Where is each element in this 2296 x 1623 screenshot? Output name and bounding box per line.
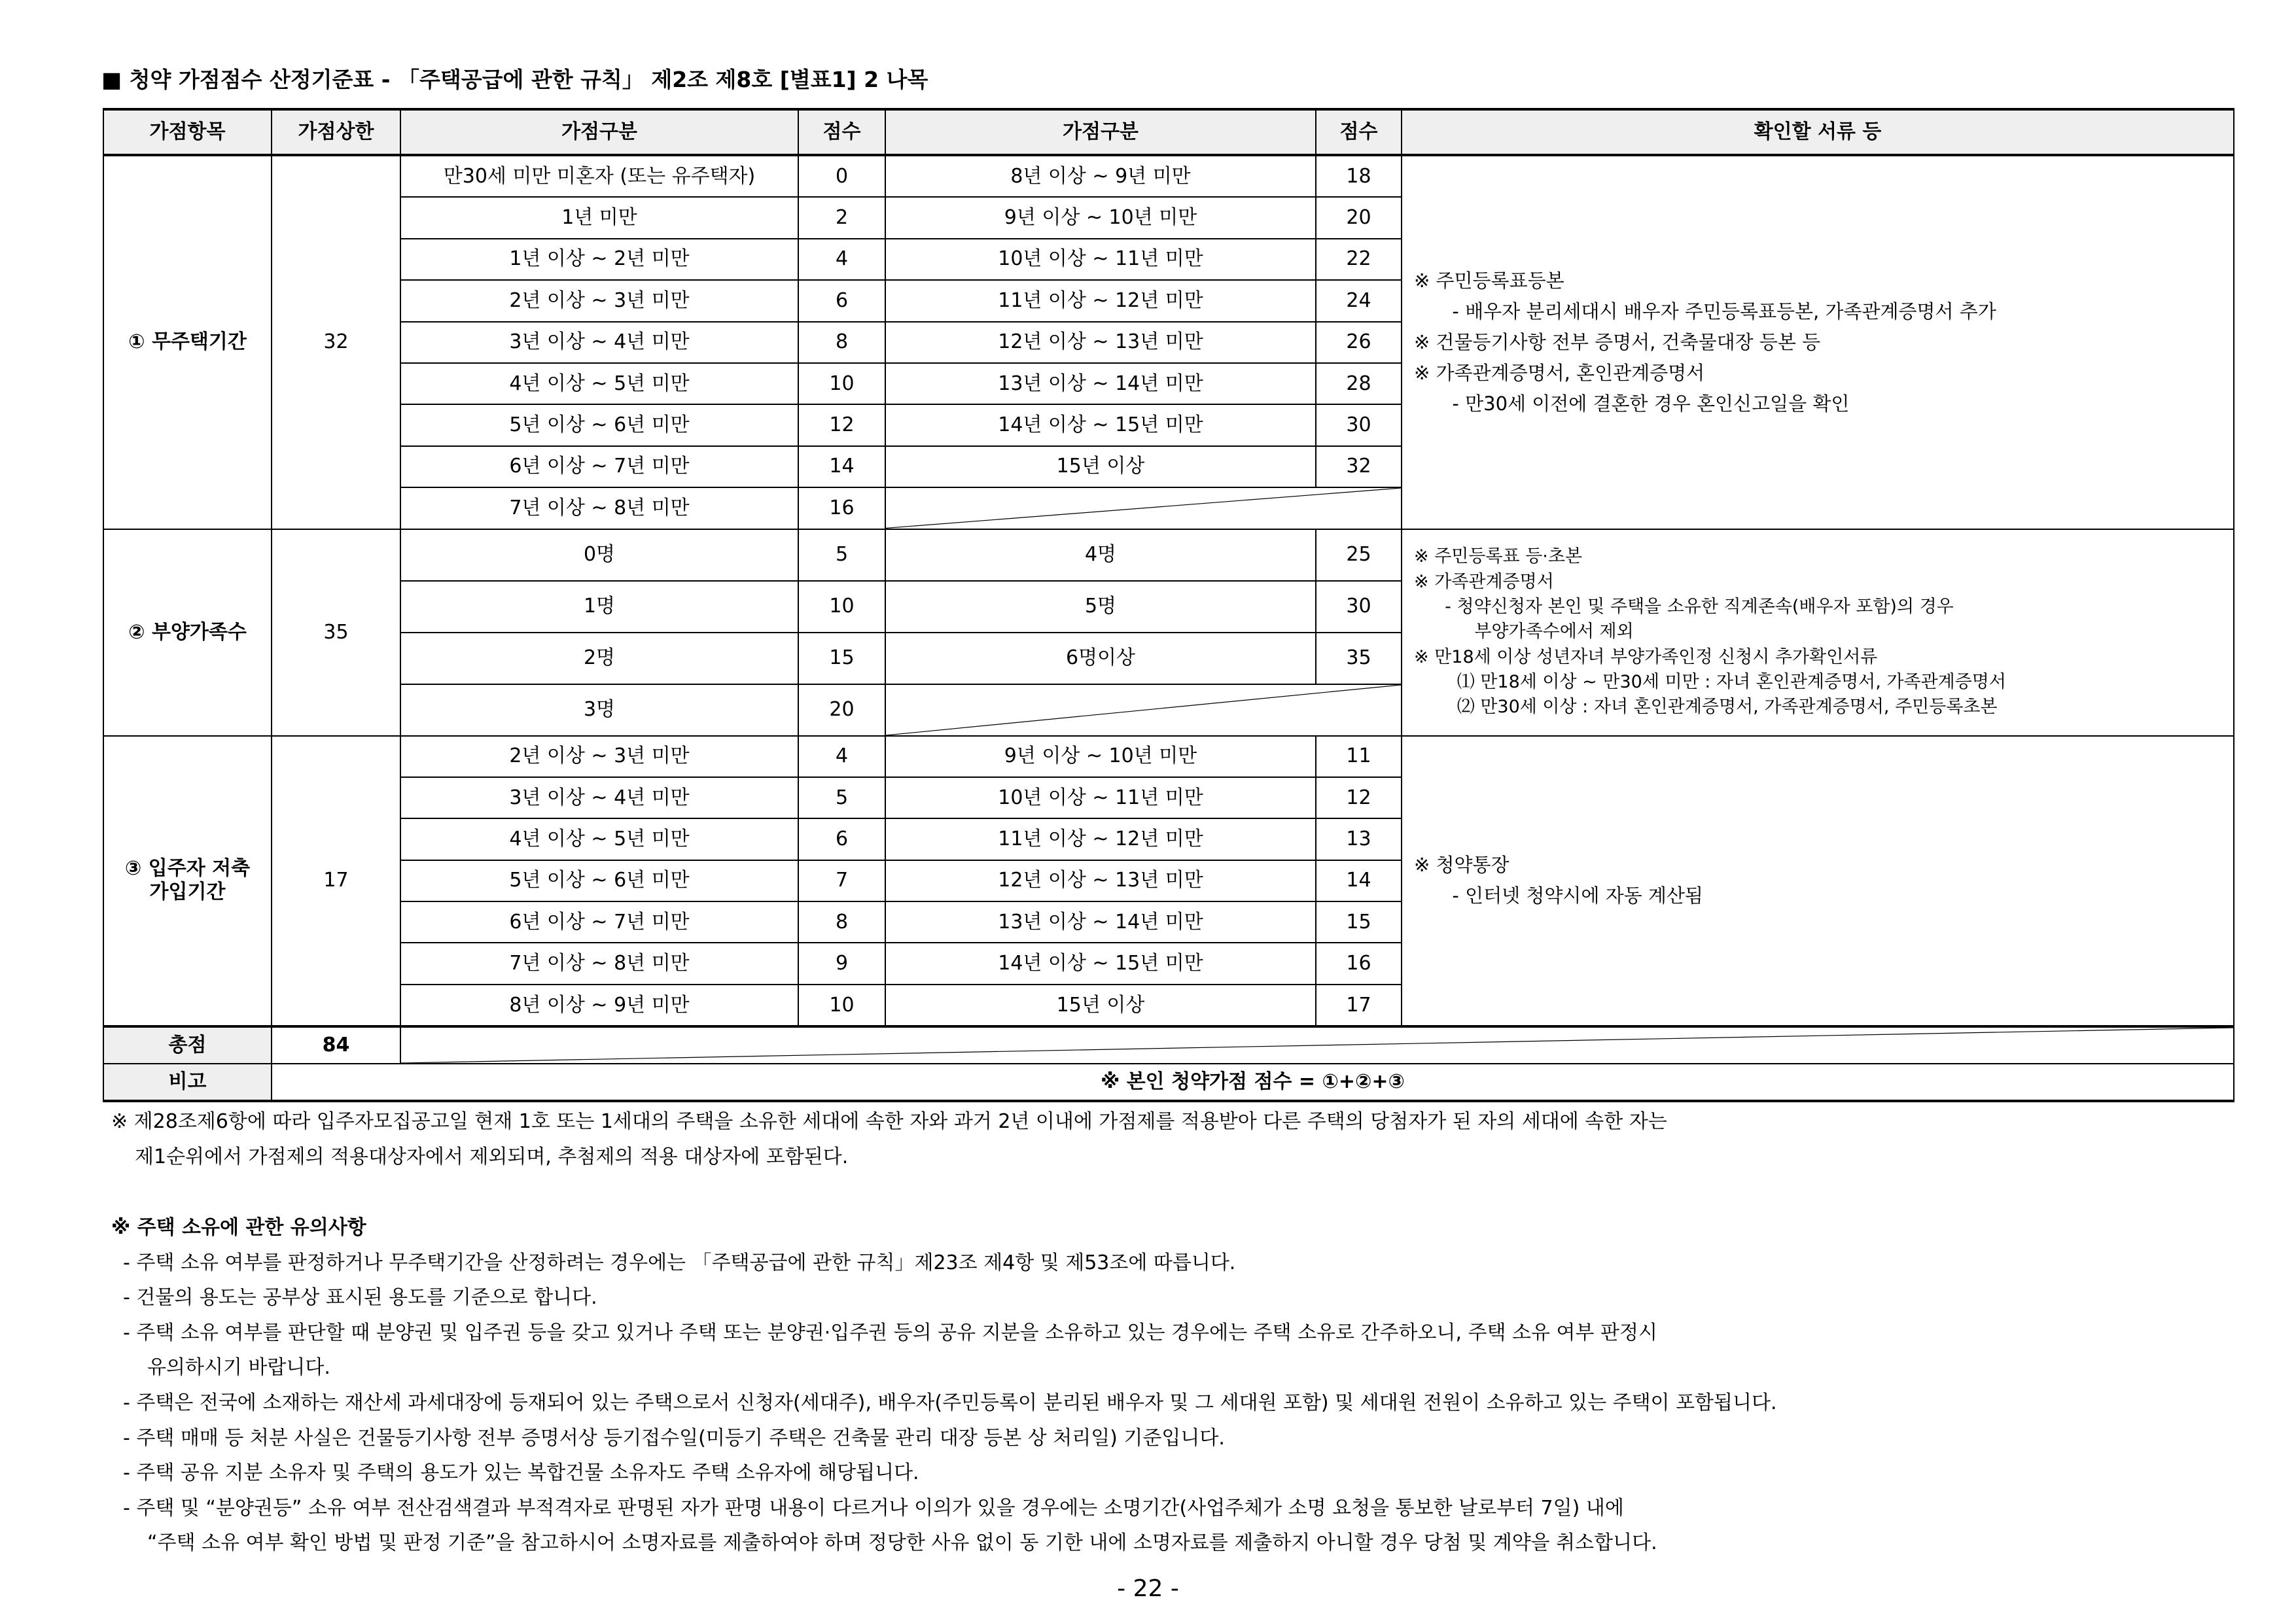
doc-line: 부양가족수에서 제외 [1452, 621, 1634, 642]
left-range-cell: 5년 이상 ~ 6년 미만 [400, 860, 798, 901]
notice-item: - 주택은 전국에 소재하는 재산세 과세대장에 등재되어 있는 주택으로서 신청자(세대주), 배우자(주민등록이 분리된 배우자 및 그 세대원 포함) 및 세대원 전원이 소유하고 있는 주택이 포함됩니다. [123, 1391, 1777, 1414]
left-score-cell: 0 [798, 155, 885, 197]
right-range-cell: 8년 이상 ~ 9년 미만 [885, 155, 1316, 197]
table-row [103, 155, 2234, 197]
right-score-cell: 13 [1316, 818, 1402, 860]
docs-cell [1402, 529, 2234, 736]
left-range-cell: 0명 [400, 529, 798, 581]
right-score-cell: 26 [1316, 322, 1402, 363]
left-range-cell: 7년 이상 ~ 8년 미만 [400, 943, 798, 984]
right-range-cell: 12년 이상 ~ 13년 미만 [885, 322, 1316, 363]
left-score-cell: 7 [798, 860, 885, 901]
header-cell: 가점항목 [103, 109, 272, 155]
max-score-cell: 32 [272, 155, 400, 529]
right-range-cell: 11년 이상 ~ 12년 미만 [885, 818, 1316, 860]
right-score-cell: 15 [1316, 901, 1402, 943]
left-score-cell: 8 [798, 901, 885, 943]
left-range-cell: 1명 [400, 581, 798, 633]
header-cell: 확인할 서류 등 [1402, 109, 2234, 155]
right-range-cell: 15년 이상 [885, 446, 1316, 487]
notice-item: - 주택 소유 여부를 판단할 때 분양권 및 입주권 등을 갖고 있거나 주택 또는 분양권·입주권 등의 공유 지분을 소유하고 있는 경우에는 주택 소유로 간주하오니, 주택 소유 여부 판정시 [123, 1321, 1657, 1344]
max-score-cell: 17 [272, 736, 400, 1027]
left-range-cell: 2년 이상 ~ 3년 미만 [400, 736, 798, 777]
category-label-line: ③ 입주자 저축 [124, 857, 251, 881]
table-header-row [103, 109, 2234, 155]
doc-line: - 만30세 이전에 결혼한 경우 혼인신고일을 확인 [1440, 392, 1850, 415]
left-score-cell: 9 [798, 943, 885, 984]
doc-line: ※ 건물등기사항 전부 증명서, 건축물대장 등본 등 [1414, 330, 1821, 353]
total-label: 총점 [103, 1026, 272, 1064]
left-score-cell: 10 [798, 985, 885, 1026]
note-line: 제1순위에서 가점제의 적용대상자에서 제외되며, 추첨제의 적용 대상자에 포함된다. [135, 1145, 849, 1168]
right-range-cell: 13년 이상 ~ 14년 미만 [885, 901, 1316, 943]
right-range-cell: 14년 이상 ~ 15년 미만 [885, 943, 1316, 984]
right-score-cell: 24 [1316, 280, 1402, 321]
left-range-cell: 3명 [400, 684, 798, 736]
left-range-cell: 6년 이상 ~ 7년 미만 [400, 446, 798, 487]
left-range-cell: 7년 이상 ~ 8년 미만 [400, 487, 798, 529]
left-range-cell: 4년 이상 ~ 5년 미만 [400, 363, 798, 404]
left-score-cell: 8 [798, 322, 885, 363]
diagonal-line [401, 1028, 2233, 1063]
right-range-cell: 9년 이상 ~ 10년 미만 [885, 736, 1316, 777]
category-cell: ① 무주택기간 [103, 155, 272, 529]
right-range-cell: 6명이상 [885, 633, 1316, 684]
right-range-cell: 11년 이상 ~ 12년 미만 [885, 280, 1316, 321]
notice-item: - 건물의 용도는 공부상 표시된 용도를 기준으로 합니다. [123, 1286, 597, 1310]
doc-line: ※ 주민등록표 등·초본 [1414, 546, 1583, 567]
right-score-cell: 14 [1316, 860, 1402, 901]
page-number: - 22 - [1117, 1575, 1179, 1602]
notice-item: - 주택 공유 지분 소유자 및 주택의 용도가 있는 복합건물 소유자도 주택 소유자에 해당됩니다. [123, 1461, 919, 1485]
left-score-cell: 4 [798, 736, 885, 777]
right-range-cell: 10년 이상 ~ 11년 미만 [885, 239, 1316, 280]
left-range-cell: 만30세 미만 미혼자 (또는 유주택자) [400, 155, 798, 197]
right-score-cell: 11 [1316, 736, 1402, 777]
left-score-cell: 6 [798, 818, 885, 860]
right-range-cell: 10년 이상 ~ 11년 미만 [885, 777, 1316, 818]
left-score-cell: 4 [798, 239, 885, 280]
score-table [103, 108, 2234, 1102]
left-score-cell: 5 [798, 529, 885, 581]
right-score-cell: 30 [1316, 404, 1402, 445]
category-label-line: 가입기간 [149, 881, 226, 904]
right-score-cell: 17 [1316, 985, 1402, 1026]
left-range-cell: 3년 이상 ~ 4년 미만 [400, 322, 798, 363]
empty-diagonal-cell [885, 487, 1402, 529]
right-score-cell: 16 [1316, 943, 1402, 984]
doc-line: ※ 가족관계증명서 [1414, 571, 1554, 592]
right-score-cell: 20 [1316, 197, 1402, 238]
right-score-cell: 35 [1316, 633, 1402, 684]
header-cell: 가점구분 [885, 109, 1316, 155]
notice-item: - 주택 매매 등 처분 사실은 건물등기사항 전부 증명서상 등기접수일(미등기 주택은 건축물 관리 대장 등본 상 처리일) 기준입니다. [123, 1426, 1225, 1450]
notice-item: 유의하시기 바랍니다. [147, 1356, 330, 1380]
eligibility-note [111, 1104, 1667, 1175]
notice-item: - 주택 소유 여부를 판정하거나 무주택기간을 산정하려는 경우에는 「주택공급에 관한 규칙」제23조 제4항 및 제53조에 따릅니다. [123, 1251, 1236, 1274]
right-range-cell: 4명 [885, 529, 1316, 581]
diagonal-line [886, 685, 1401, 735]
left-range-cell: 6년 이상 ~ 7년 미만 [400, 901, 798, 943]
left-score-cell: 16 [798, 487, 885, 529]
right-range-cell: 12년 이상 ~ 13년 미만 [885, 860, 1316, 901]
total-value: 84 [272, 1026, 400, 1064]
notice-heading: ※ 주택 소유에 관한 유의사항 [111, 1216, 366, 1239]
left-score-cell: 14 [798, 446, 885, 487]
notice-item: “주택 소유 여부 확인 방법 및 판정 기준”을 참고하시어 소명자료를 제출하여야 하며 정당한 사유 없이 동 기한 내에 소명자료를 제출하지 아니할 경우 당첨 및 계약을 취소합니다. [147, 1531, 1657, 1555]
docs-cell [1402, 736, 2234, 1027]
right-range-cell: 5명 [885, 581, 1316, 633]
header-cell: 점수 [1316, 109, 1402, 155]
total-row [103, 1026, 2234, 1064]
table-row [103, 736, 2234, 777]
table-row [103, 529, 2234, 581]
right-range-cell: 15년 이상 [885, 985, 1316, 1026]
doc-line: ⑴ 만18세 이상 ~ 만30세 미만 : 자녀 혼인관계증명서, 가족관계증명서 [1440, 672, 2006, 692]
page-title: ■ 청약 가점점수 산정기준표 - 「주택공급에 관한 규칙」 제2조 제8호 [별표1] 2 나목 [101, 67, 928, 92]
left-score-cell: 10 [798, 581, 885, 633]
remark-value: ※ 본인 청약가점 점수 = ①+②+③ [272, 1064, 2234, 1101]
right-score-cell: 12 [1316, 777, 1402, 818]
empty-diagonal-cell [400, 1026, 2234, 1064]
remark-label: 비고 [103, 1064, 272, 1101]
left-score-cell: 12 [798, 404, 885, 445]
left-range-cell: 8년 이상 ~ 9년 미만 [400, 985, 798, 1026]
right-score-cell: 28 [1316, 363, 1402, 404]
doc-line: ※ 주민등록표등본 [1414, 269, 1564, 292]
left-score-cell: 10 [798, 363, 885, 404]
right-range-cell: 14년 이상 ~ 15년 미만 [885, 404, 1316, 445]
header-cell: 가점상한 [272, 109, 400, 155]
left-score-cell: 5 [798, 777, 885, 818]
left-score-cell: 20 [798, 684, 885, 736]
notice-item: - 주택 및 “분양권등” 소유 여부 전산검색결과 부적격자로 판명된 자가 판명 내용이 다르거나 이의가 있을 경우에는 소명기간(사업주체가 소명 요청을 통보한 날로부터 7일) 내에 [123, 1496, 1624, 1520]
right-score-cell: 18 [1316, 155, 1402, 197]
category-cell: ② 부양가족수 [103, 529, 272, 736]
note-line: ※ 제28조제6항에 따라 입주자모집공고일 현재 1호 또는 1세대의 주택을 소유한 세대에 속한 자와 과거 2년 이내에 가점제를 적용받아 다른 주택의 당첨자가 된 자의 세대에 속한 자는 [111, 1110, 1667, 1133]
right-range-cell: 13년 이상 ~ 14년 미만 [885, 363, 1316, 404]
doc-line: ※ 만18세 이상 성년자녀 부양가족인정 신청시 추가확인서류 [1414, 646, 1878, 667]
left-score-cell: 15 [798, 633, 885, 684]
docs-cell [1402, 155, 2234, 529]
max-score-cell: 35 [272, 529, 400, 736]
right-score-cell: 22 [1316, 239, 1402, 280]
doc-line: - 인터넷 청약시에 자동 계산됨 [1440, 884, 1703, 907]
doc-line: - 청약신청자 본인 및 주택을 소유한 직계존속(배우자 포함)의 경우 [1434, 597, 1954, 618]
diagonal-line [886, 488, 1401, 528]
doc-line: - 배우자 분리세대시 배우자 주민등록표등본, 가족관계증명서 추가 [1440, 300, 1996, 323]
left-range-cell: 2년 이상 ~ 3년 미만 [400, 280, 798, 321]
right-range-cell: 9년 이상 ~ 10년 미만 [885, 197, 1316, 238]
left-score-cell: 2 [798, 197, 885, 238]
doc-line: ※ 청약통장 [1414, 854, 1510, 877]
category-cell [103, 736, 272, 1027]
left-range-cell: 4년 이상 ~ 5년 미만 [400, 818, 798, 860]
left-range-cell: 2명 [400, 633, 798, 684]
empty-diagonal-cell [885, 684, 1402, 736]
right-score-cell: 30 [1316, 581, 1402, 633]
left-range-cell: 1년 미만 [400, 197, 798, 238]
doc-line: ⑵ 만30세 이상 : 자녀 혼인관계증명서, 가족관계증명서, 주민등록초본 [1440, 697, 1998, 718]
header-cell: 가점구분 [400, 109, 798, 155]
remark-row [103, 1064, 2234, 1101]
left-range-cell: 5년 이상 ~ 6년 미만 [400, 404, 798, 445]
left-range-cell: 3년 이상 ~ 4년 미만 [400, 777, 798, 818]
left-score-cell: 6 [798, 280, 885, 321]
doc-line: ※ 가족관계증명서, 혼인관계증명서 [1414, 361, 1705, 384]
right-score-cell: 25 [1316, 529, 1402, 581]
header-cell: 점수 [798, 109, 885, 155]
housing-notice [111, 1210, 1777, 1561]
left-range-cell: 1년 이상 ~ 2년 미만 [400, 239, 798, 280]
right-score-cell: 32 [1316, 446, 1402, 487]
